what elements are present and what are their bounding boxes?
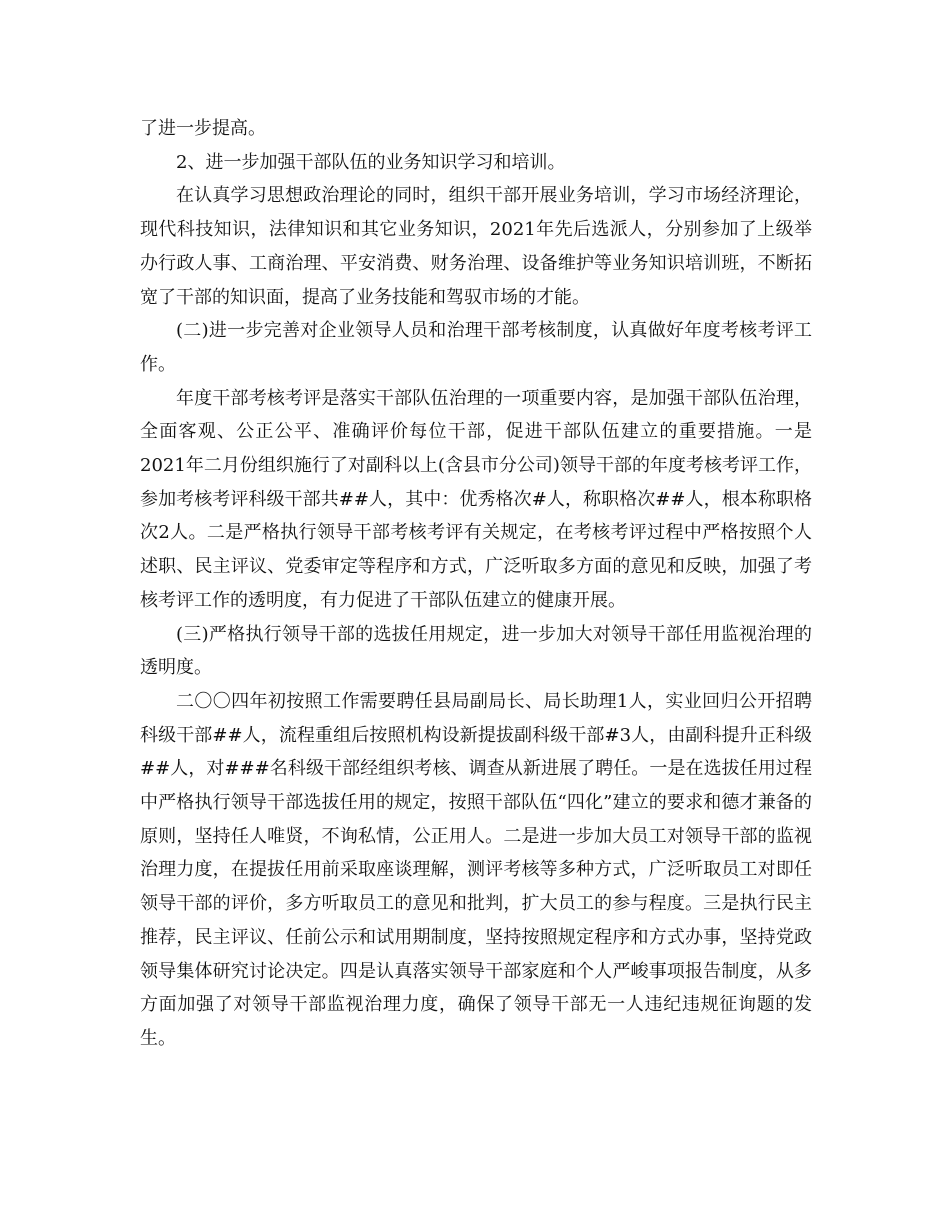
paragraph-heading-assessment: (二)进一步完善对企业领导人员和治理干部考核制度，认真做好年度考核考评工作。 — [140, 320, 812, 375]
document-body — [140, 112, 812, 1056]
paragraph-assessment-body: 年度干部考核考评是落实干部队伍治理的一项重要内容，是加强干部队伍治理，全面客观、公正公平、准确评价每位干部，促进干部队伍建立的重要措施。一是2021年二月份组织施行了对副科以上(含县市分公司)领导干部的年度考核考评工作，参加考核考评科级干部共##人，其中：优秀格次#人，称职格次##人，根本称职格次2人。二是严格执行领导干部考核考评有关规定，在考核考评过程中严格按照个人述职、民主评议、党委审定等程序和方式，广泛听取多方面的意见和反映，加强了考核考评工作的透明度，有力促进了干部队伍建立的健康开展。 — [140, 387, 812, 611]
paragraph-heading-training: 2、进一步加强干部队伍的业务知识学习和培训。 — [176, 151, 566, 173]
paragraph-selection-body: 二〇〇四年初按照工作需要聘任县局副局长、局长助理1人，实业回归公开招聘科级干部##人，流程重组后按照机构设新提拔副科级干部#3人，由副科提升正科级##人，对###名科级干部经组织考核、调查从新进展了聘任。一是在选拔任用过程中严格执行领导干部选拔任用的规定，按照干部队伍“四化”建立的要求和德才兼备的原则，坚持任人唯贤，不询私情，公正用人。二是进一步加大员工对领导干部的监视治理力度，在提拔任用前采取座谈理解，测评考核等多种方式，广泛听取员工对即任领导干部的评价，多方听取员工的意见和批判，扩大员工的参与程度。三是执行民主推荐，民主评议、任前公示和试用期制度，坚持按照规定程序和方式办事，坚持党政领导集体研究讨论决定。四是认真落实领导干部家庭和个人严峻事项报告制度，从多方面加强了对领导干部监视治理力度，确保了领导干部无一人违纪违规征询题的发生。 — [140, 690, 812, 1049]
paragraph-heading-selection: (三)严格执行领导干部的选拔任用规定，进一步加大对领导干部任用监视治理的透明度。 — [140, 623, 812, 679]
paragraph-continuation: 了进一步提高。 — [140, 118, 266, 139]
paragraph-training-body: 在认真学习思想政治理论的同时，组织干部开展业务培训，学习市场经济理论，现代科技知识，法律知识和其它业务知识，2021年先后选派人，分别参加了上级举办行政人事、工商治理、平安消费、财务治理、设备维护等业务知识培训班，不断拓宽了干部的知识面，提高了业务技能和驾驭市场的才能。 — [140, 185, 812, 308]
